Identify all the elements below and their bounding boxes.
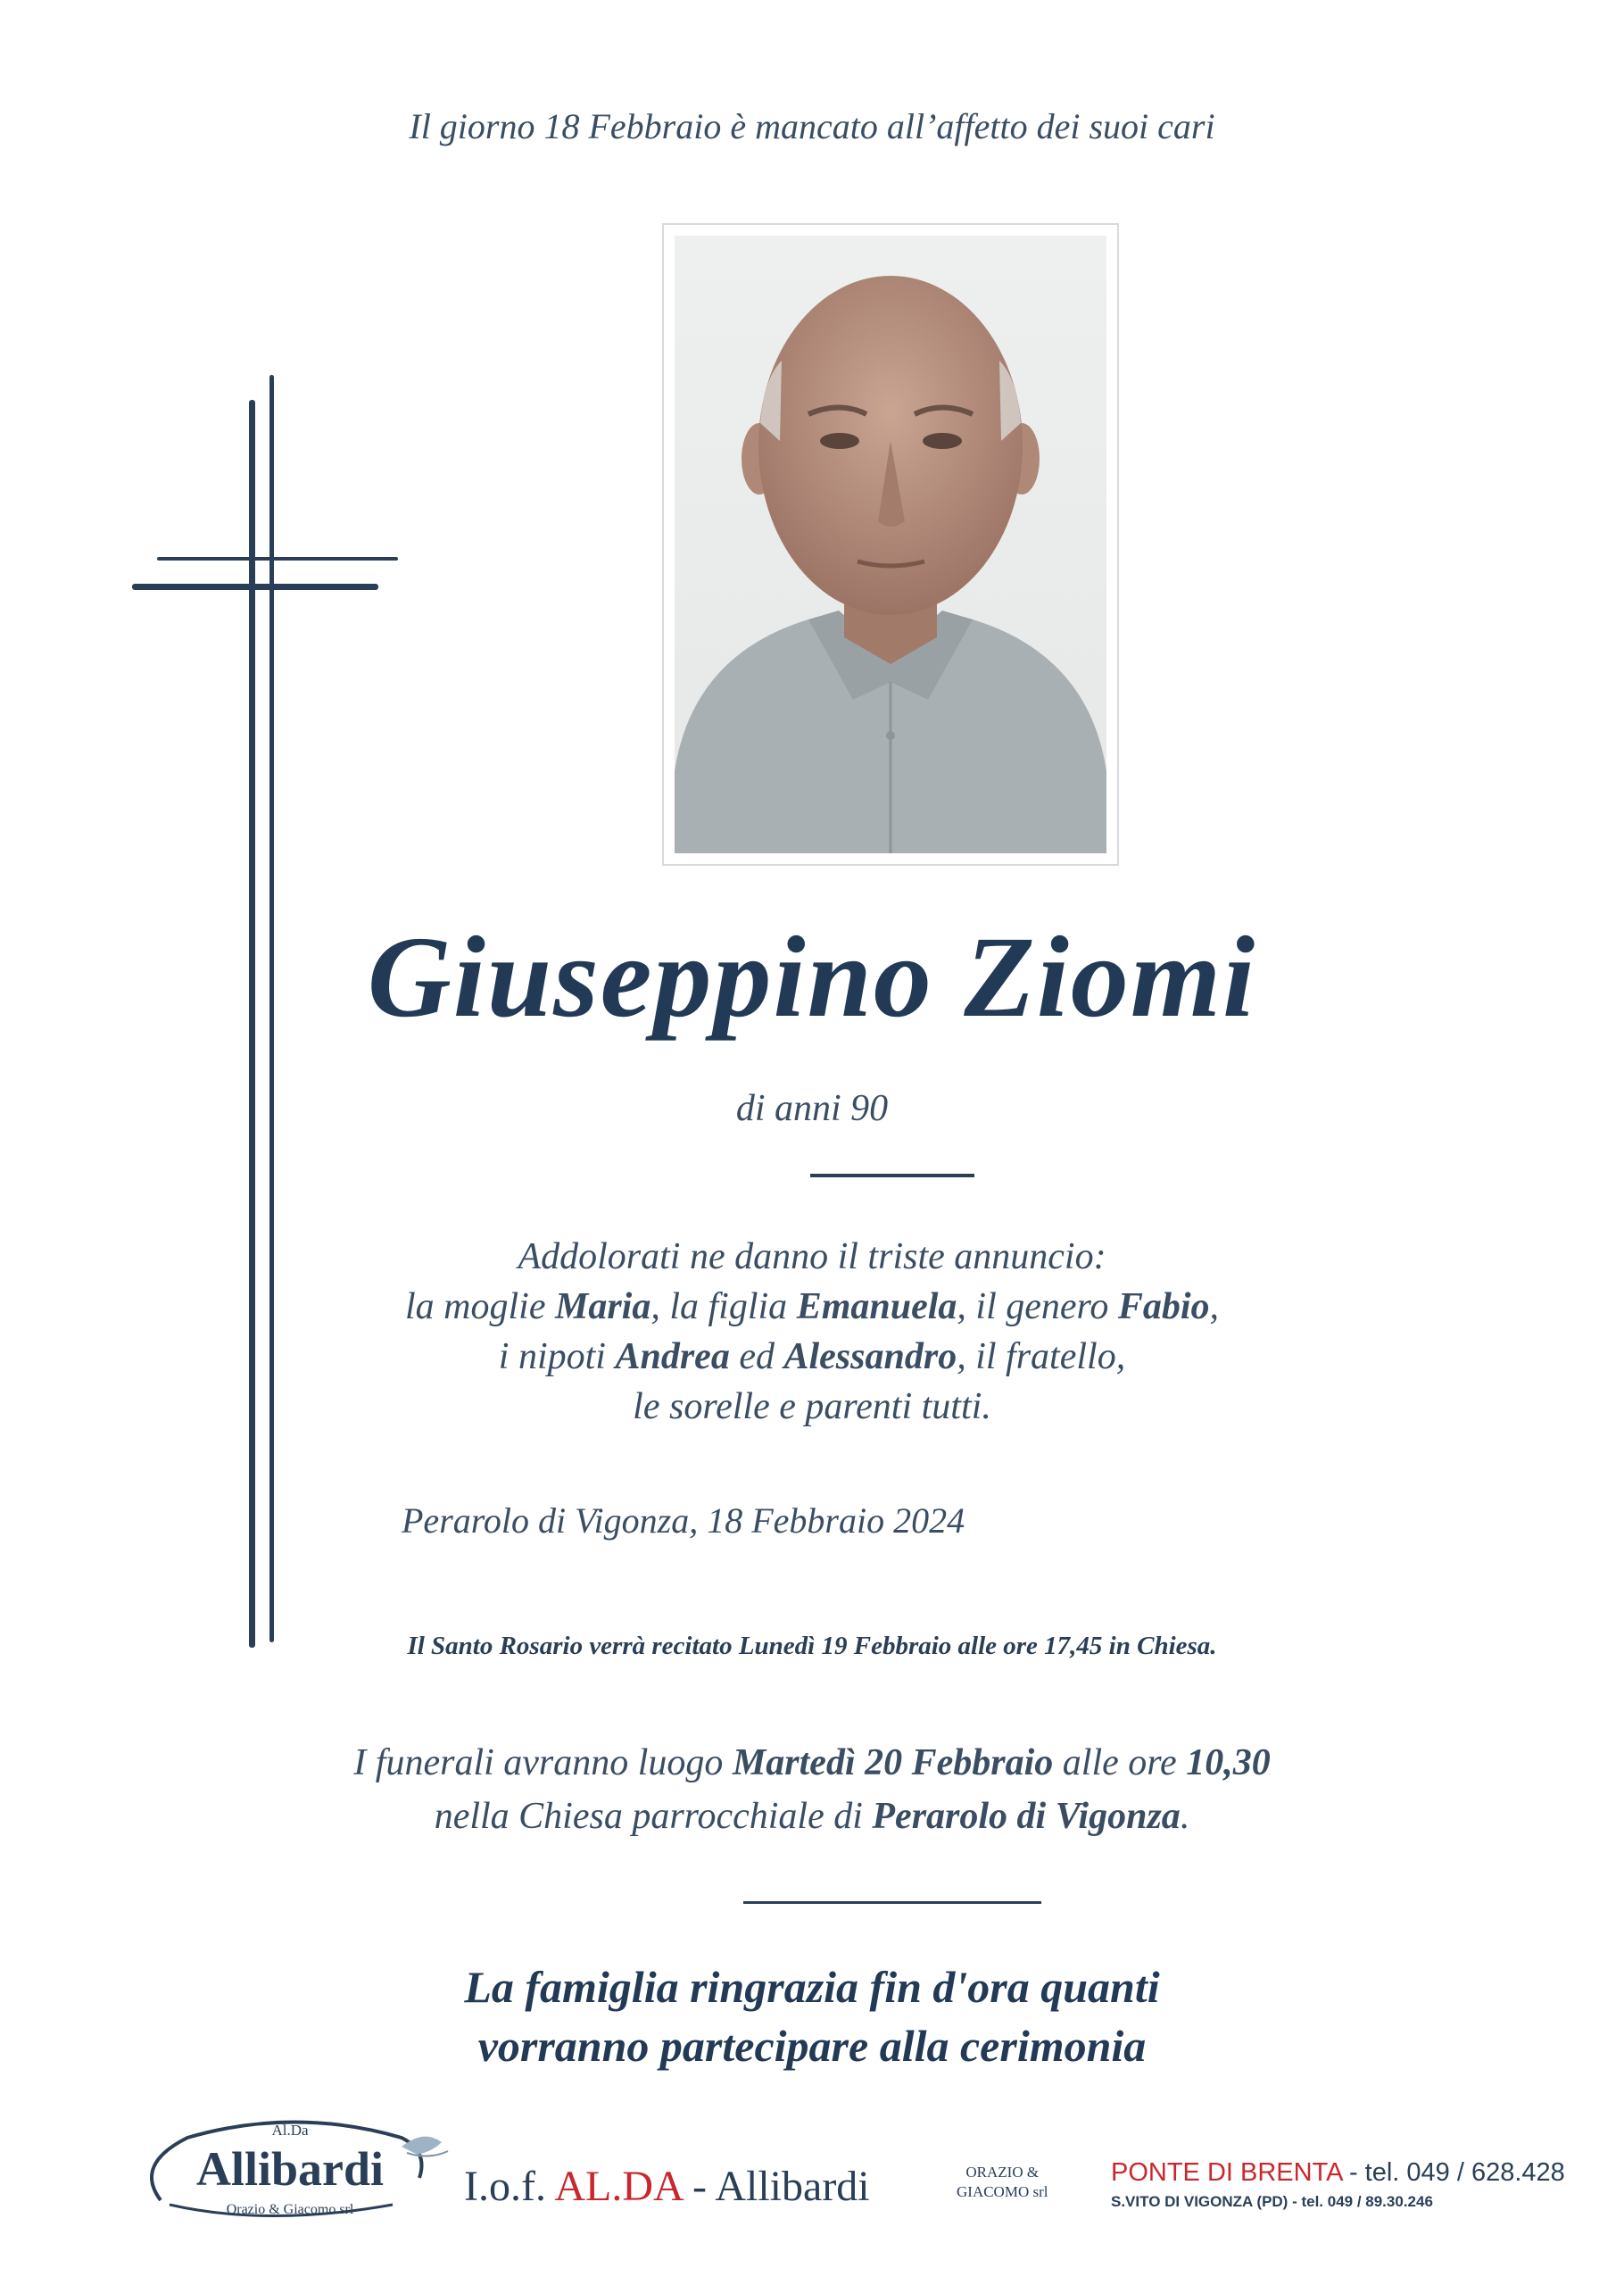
funeral-details bbox=[0, 1736, 1624, 1843]
divider-short bbox=[810, 1174, 974, 1177]
orazio-giacomo-label: ORAZIO & GIACOMO srl bbox=[957, 2164, 1048, 2200]
footer bbox=[0, 2115, 1624, 2240]
thanks-line-1: La famiglia ringrazia fin d'ora quanti bbox=[464, 1962, 1160, 2012]
funeral-line-2: nella Chiesa parrocchiale di Perarolo di Vigonza. bbox=[434, 1796, 1190, 1837]
portrait-photo bbox=[675, 236, 1106, 853]
announcement-line-4: le sorelle e parenti tutti. bbox=[633, 1386, 991, 1427]
announcement-line-1: Addolorati ne danno il triste annuncio: bbox=[518, 1236, 1106, 1277]
portrait-illustration bbox=[675, 236, 1106, 853]
thanks-message bbox=[0, 1957, 1624, 2075]
contact-info bbox=[1111, 2158, 1565, 2211]
ponte-di-brenta-label: PONTE DI BRENTA bbox=[1111, 2158, 1342, 2187]
divider-long bbox=[743, 1901, 1041, 1904]
announcement-line-3: i nipoti Andrea ed Alessandro, il fratello, bbox=[498, 1336, 1126, 1377]
place-date: Perarolo di Vigonza, 18 Febbraio 2024 bbox=[402, 1500, 965, 1541]
svg-text:Al.Da: Al.Da bbox=[271, 2122, 309, 2139]
age-text: di anni 90 bbox=[735, 1088, 889, 1129]
funeral-home-name: I.o.f. AL.DA - Allibardi bbox=[464, 2163, 870, 2210]
svg-text:Allibardi: Allibardi bbox=[195, 2142, 385, 2196]
svito-phone: S.VITO DI VIGONZA (PD) - tel. 049 / 89.30.246 bbox=[1111, 2193, 1433, 2210]
announcement-line-2: la moglie Maria, la figlia Emanuela, il genero Fabio, bbox=[404, 1286, 1220, 1327]
ponte-phone: - tel. 049 / 628.428 bbox=[1341, 2158, 1565, 2187]
announcement bbox=[0, 1232, 1624, 1432]
portrait-photo-frame bbox=[662, 223, 1119, 866]
rosary-notice: Il Santo Rosario verrà recitato Lunedì 19 Febbraio alle ore 17,45 in Chiesa. bbox=[407, 1632, 1217, 1660]
svg-text:Orazio & Giacomo srl: Orazio & Giacomo srl bbox=[226, 2202, 354, 2217]
thanks-line-2: vorranno partecipare alla cerimonia bbox=[477, 2021, 1147, 2071]
intro-text: Il giorno 18 Febbraio è mancato all’affetto dei suoi cari bbox=[409, 106, 1215, 146]
deceased-name: Giuseppino Ziomi bbox=[367, 913, 1257, 1042]
funeral-line-1: I funerali avranno luogo Martedì 20 Febbraio alle ore 10,30 bbox=[353, 1742, 1271, 1783]
allibardi-logo bbox=[134, 2115, 455, 2231]
